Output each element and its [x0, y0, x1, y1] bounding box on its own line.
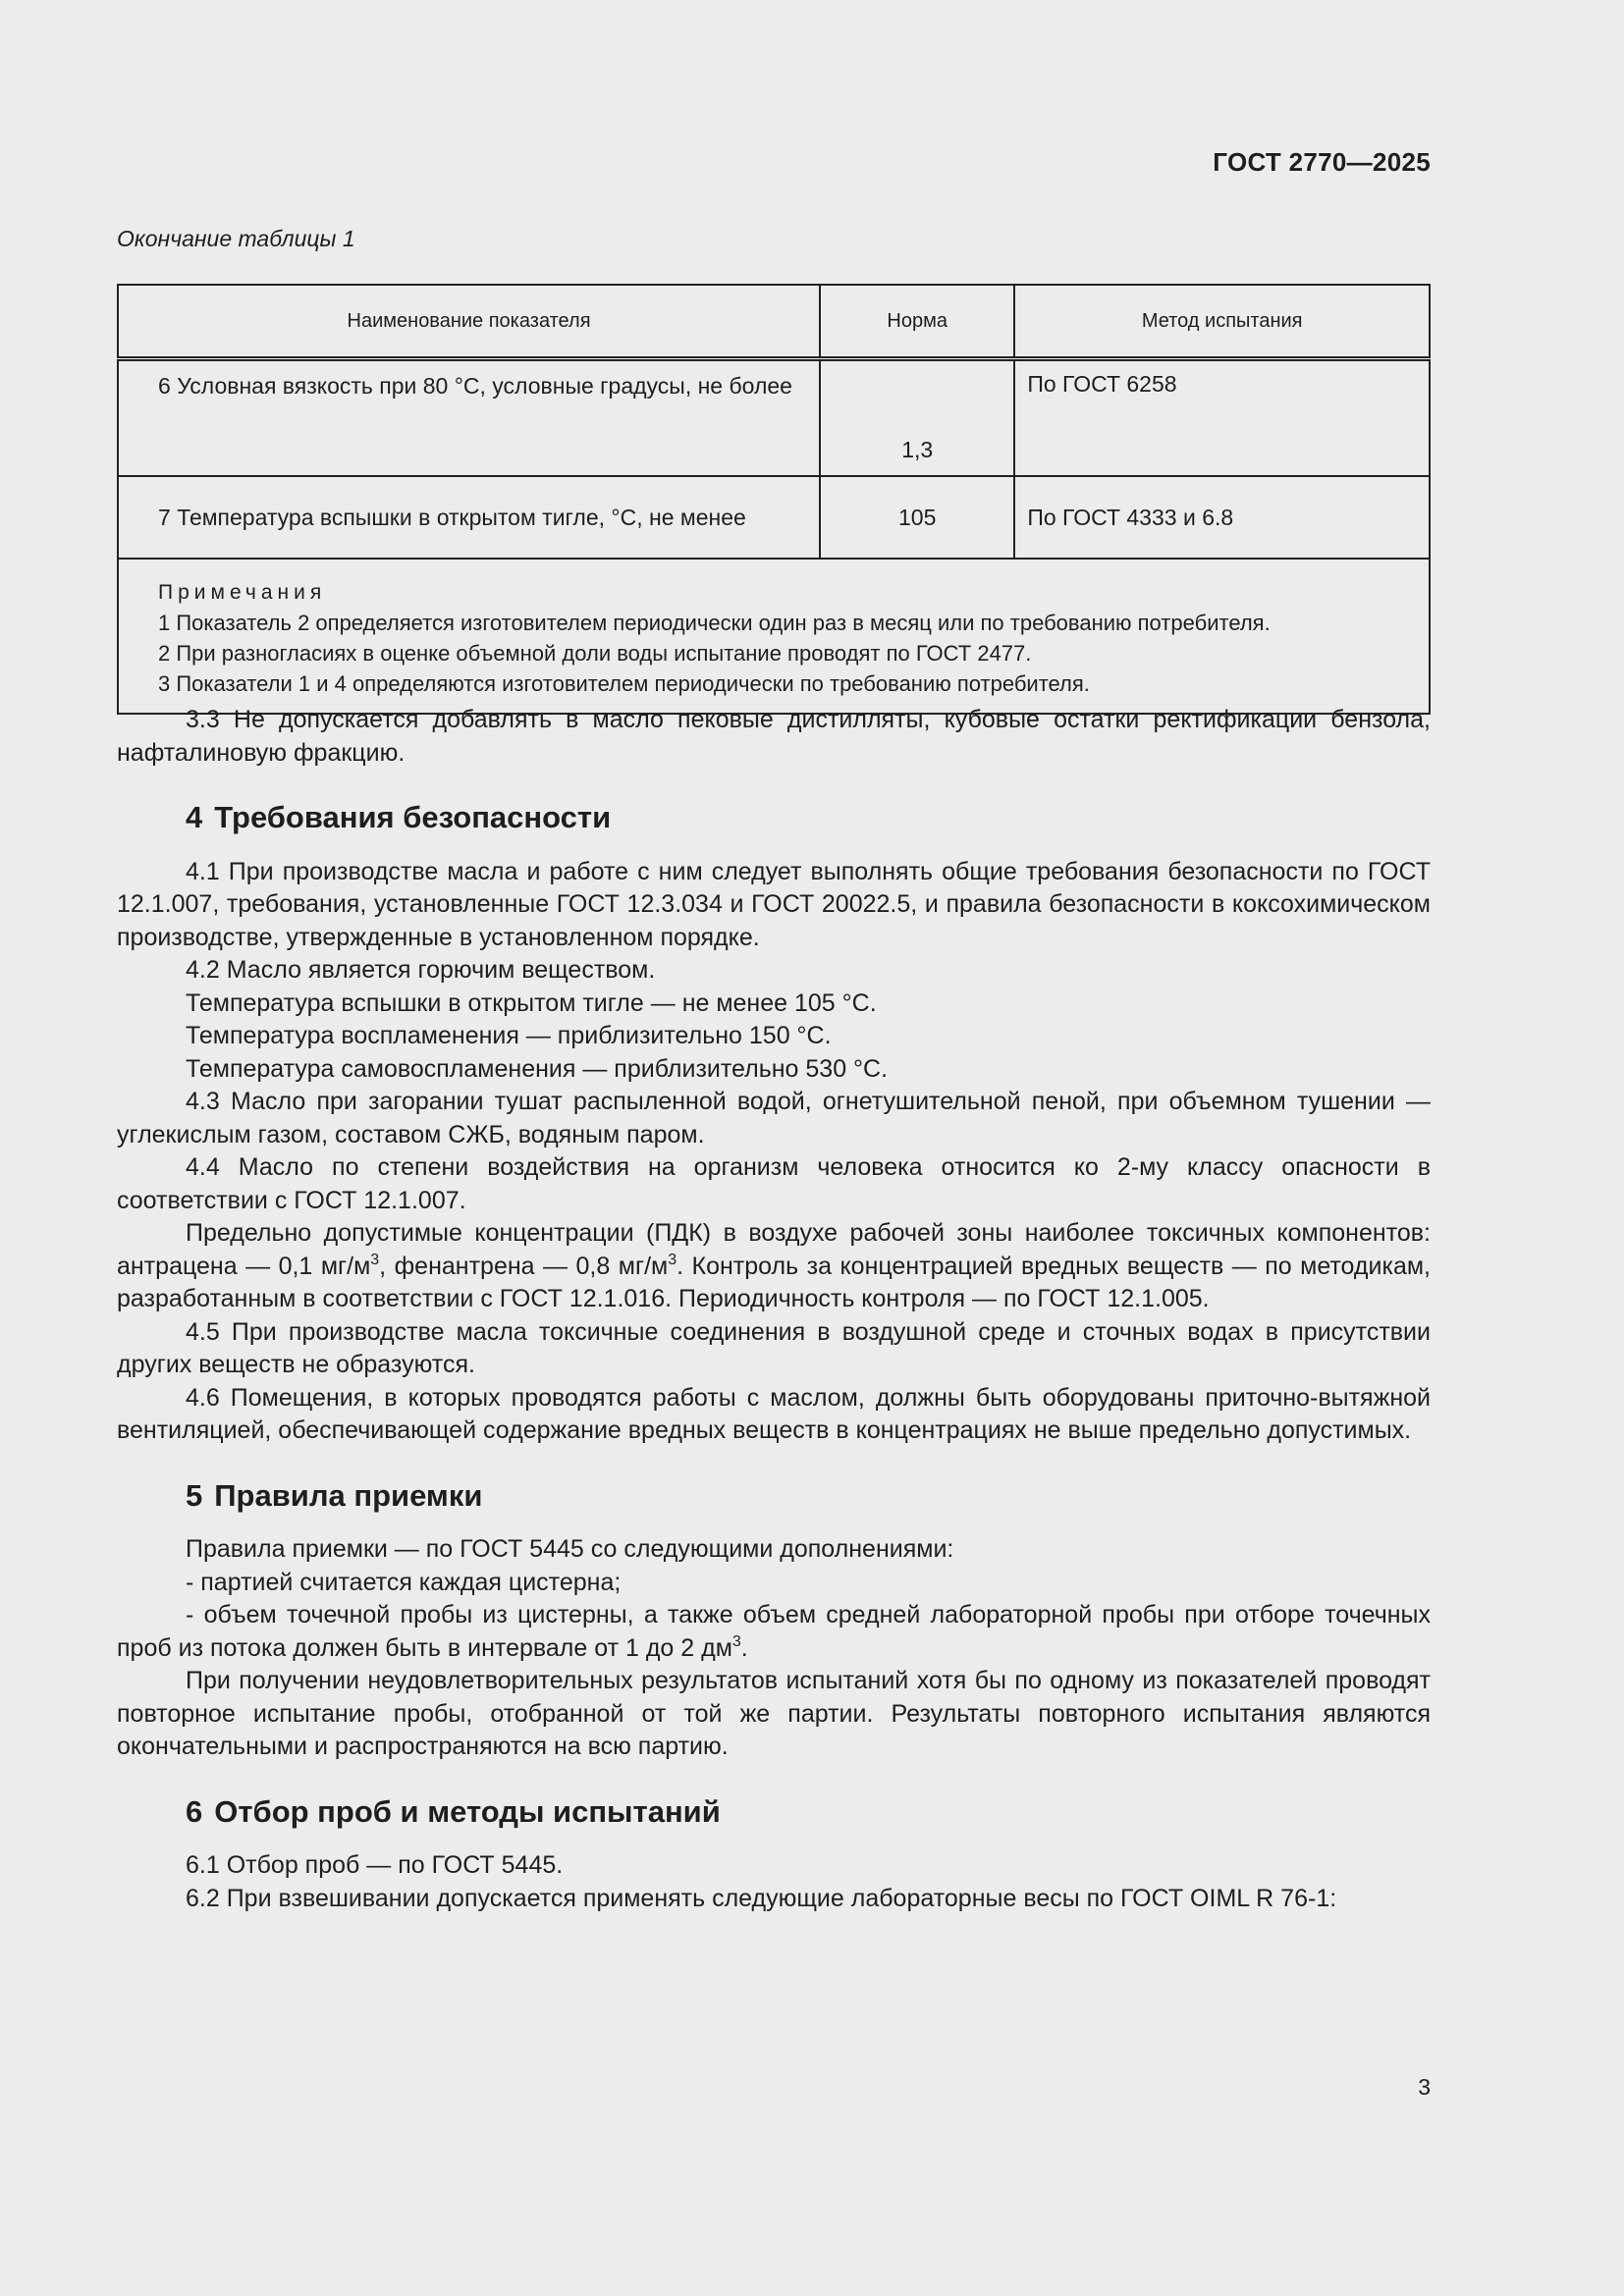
- paragraph-ignition-temp: Температура воспламенения — приблизительно 150 °С.: [186, 1022, 832, 1049]
- norm-cell: 105: [820, 476, 1014, 559]
- norm-cell: 1,3: [820, 359, 1014, 477]
- list-item: [117, 1599, 1431, 1665]
- section-number: 6: [186, 1793, 203, 1829]
- section-number: 4: [186, 800, 203, 834]
- section-title: Правила приемки: [214, 1477, 483, 1513]
- list-item-text: .: [740, 1633, 748, 1662]
- paragraph-4-1: 4.1 При производстве масла и работе с ним следует выполнять общие требования безопасности по ГОСТ 12.1.007, требования, установленные ГОСТ 12.3.034 и ГОСТ 20022.5, и правила безопасности в коксохимическом производстве, утвержденные в установленном порядке.: [117, 857, 1431, 951]
- paragraph-4-2: 4.2 Масло является горючим веществом.: [186, 956, 656, 984]
- notes-cell: [118, 559, 1430, 714]
- section-heading-5: [117, 1479, 1431, 1513]
- paragraph-4-3: 4.3 Масло при загорании тушат распыленной водой, огнетушительной пеной, при объемном тушении — углекислым газом, составом СЖБ, водяным паром.: [117, 1088, 1431, 1148]
- paragraph-3-3: 3.3 Не допускается добавлять в масло пековые дистилляты, кубовые остатки ректификации бензола, нафталиновую фракцию.: [117, 706, 1431, 767]
- table-row: [118, 359, 1430, 477]
- superscript: 3: [668, 1251, 677, 1268]
- notes-title: Примечания: [158, 581, 327, 604]
- section-number: 5: [186, 1477, 203, 1513]
- section-heading-6: [117, 1795, 1431, 1829]
- paragraph-autoignition-temp: Температура самовоспламенения — приблизительно 530 °С.: [186, 1054, 889, 1083]
- table-notes-row: [118, 559, 1430, 714]
- indicator-name-cell: [118, 359, 820, 477]
- superscript: 3: [731, 1632, 741, 1650]
- table-header-row: [118, 285, 1430, 359]
- method-cell: По ГОСТ 6258: [1014, 359, 1430, 477]
- standard-designation: ГОСТ 2770—2025: [1213, 147, 1431, 177]
- row-number: 7: [158, 504, 171, 530]
- page-number: 3: [1418, 2074, 1431, 2100]
- paragraph-acceptance-intro: Правила приемки — по ГОСТ 5445 со следующими дополнениями:: [186, 1535, 954, 1563]
- paragraph-pdk: [117, 1217, 1431, 1316]
- column-header-name: Наименование показателя: [118, 285, 820, 359]
- list-item: - партией считается каждая цистерна;: [186, 1568, 622, 1596]
- paragraph-4-5: 4.5 При производстве масла токсичные соединения в воздушной среде и сточных водах в присутствии других веществ не образуются.: [117, 1317, 1431, 1378]
- specification-table: [117, 284, 1431, 715]
- paragraph-retest: При получении неудовлетворительных результатов испытаний хотя бы по одному из показателей проводят повторное испытание пробы, отобранной от той же партии. Результаты повторного испытания являются окончательными и распространяются на всю партию.: [117, 1667, 1431, 1760]
- list-item-text: - объем точечной пробы из цистерны, а также объем средней лабораторной пробы при отборе точечных проб из потока должен быть в интервале от 1 до 2 дм: [117, 1601, 1431, 1662]
- note-item: 2 При разногласиях в оценке объемной доли воды испытание проводят по ГОСТ 2477.: [158, 641, 1032, 666]
- note-item: 1 Показатель 2 определяется изготовителем периодически один раз в месяц или по требованию потребителя.: [158, 611, 1271, 635]
- paragraph-6-2: 6.2 При взвешивании допускается применять следующие лабораторные весы по ГОСТ OIML R 76-1:: [186, 1884, 1337, 1912]
- indicator-name: Температура вспышки в открытом тигле, °С, не менее: [177, 504, 746, 530]
- row-number: 6: [158, 373, 171, 399]
- table-row: [118, 476, 1430, 559]
- paragraph-4-6: 4.6 Помещения, в которых проводятся работы с маслом, должны быть оборудованы приточно-вытяжной вентиляцией, обеспечивающей содержание вредных веществ в концентрациях не выше предельно допустимых.: [117, 1383, 1431, 1444]
- column-header-norm: Норма: [820, 285, 1014, 359]
- note-item: 3 Показатели 1 и 4 определяются изготовителем периодически по требованию потребителя.: [158, 671, 1090, 696]
- superscript: 3: [370, 1251, 380, 1268]
- indicator-name: Условная вязкость при 80 °С, условные градусы, не более: [177, 373, 792, 399]
- section-heading-4: [117, 801, 1431, 834]
- paragraph-6-1: 6.1 Отбор проб — по ГОСТ 5445.: [186, 1851, 564, 1879]
- table-caption: Окончание таблицы 1: [117, 226, 355, 251]
- section-title: Отбор проб и методы испытаний: [214, 1793, 721, 1829]
- pdk-text: , фенантрена — 0,8 мг/м: [379, 1252, 669, 1280]
- paragraph-4-4: 4.4 Масло по степени воздействия на организм человека относится ко 2-му классу опасности в соответствии с ГОСТ 12.1.007.: [117, 1153, 1431, 1214]
- column-header-method: Метод испытания: [1014, 285, 1430, 359]
- indicator-name-cell: [118, 476, 820, 559]
- paragraph-flash-point: Температура вспышки в открытом тигле — не менее 105 °С.: [186, 988, 877, 1017]
- document-body: [117, 704, 1431, 1915]
- section-title: Требования безопасности: [214, 800, 612, 834]
- pdk-text: . Контроль за концентрацией вредных веществ — по методикам, разработанным в соответствии с ГОСТ 12.1.016. Периодичность контроля — по ГОСТ 12.1.005.: [117, 1252, 1431, 1312]
- pdk-text: Предельно допустимые концентрации (ПДК) в воздухе рабочей зоны наиболее токсичных компонентов: антрацена — 0,1 мг/м: [117, 1219, 1431, 1280]
- method-cell: По ГОСТ 4333 и 6.8: [1014, 476, 1430, 559]
